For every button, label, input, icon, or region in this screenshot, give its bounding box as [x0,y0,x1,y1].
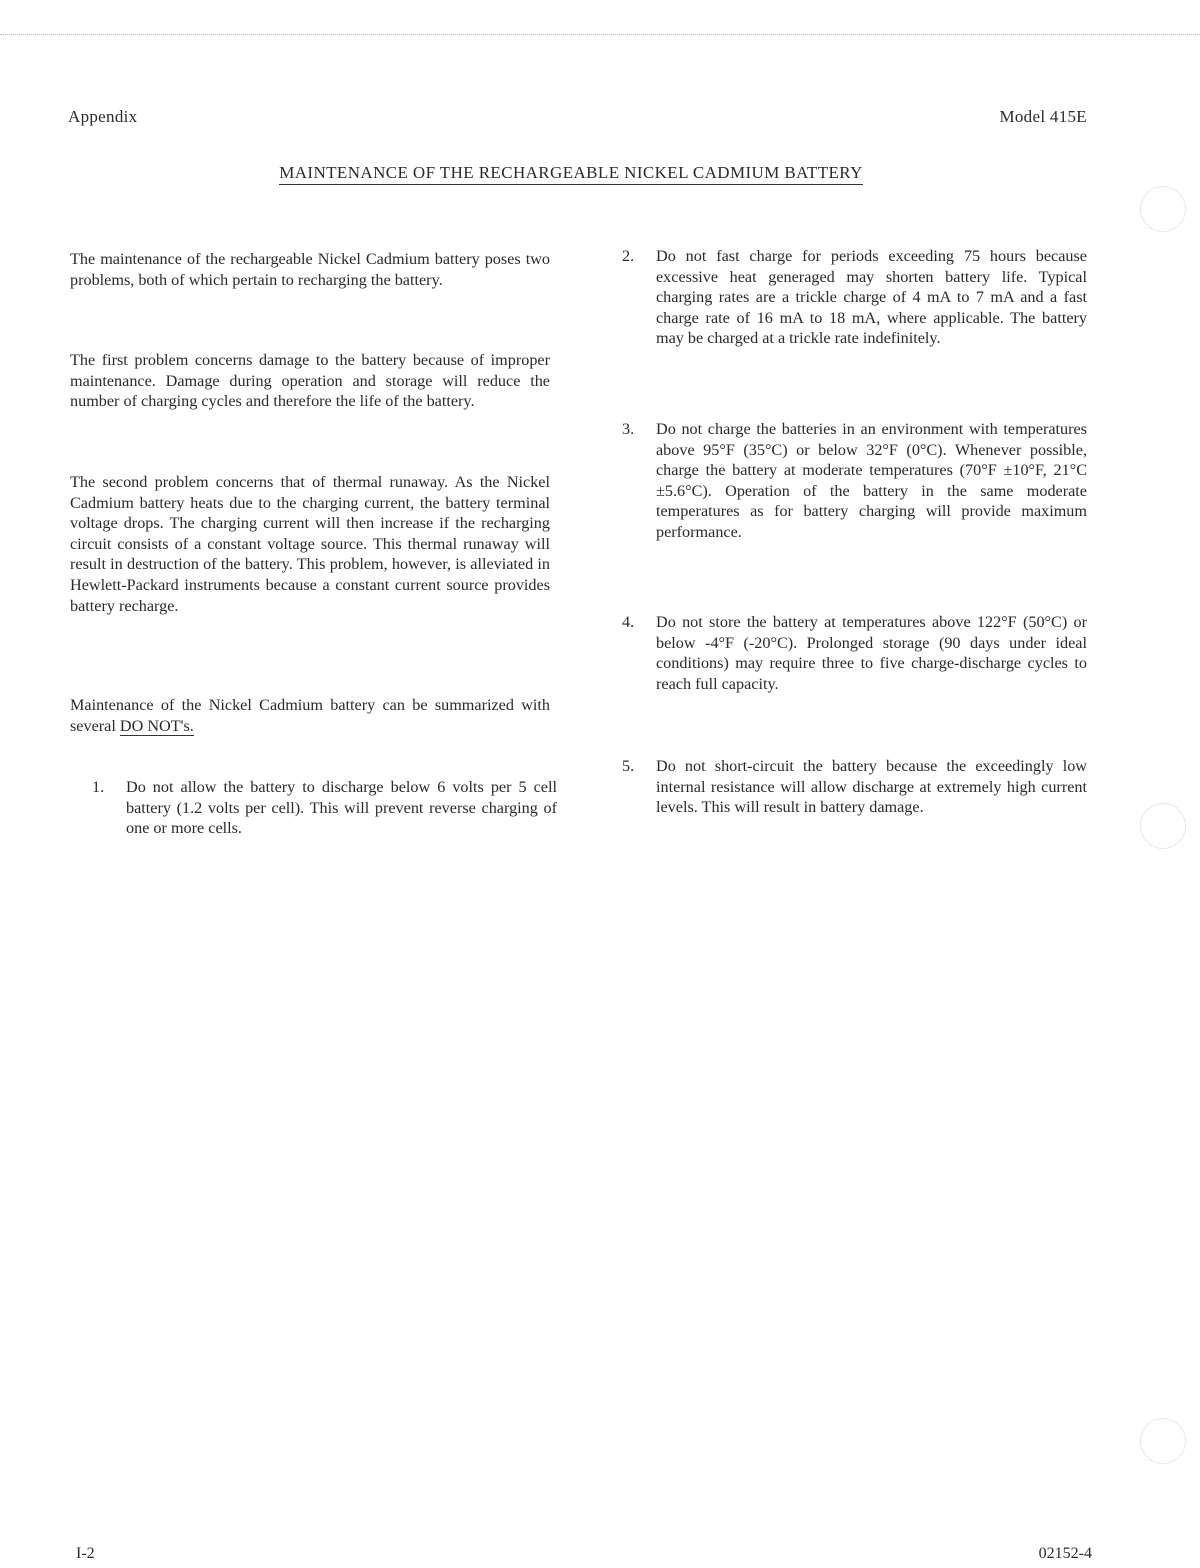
footer-document-code: 02152-4 [1038,1545,1092,1562]
intro-paragraph: The maintenance of the rechargeable Nickel Cadmium battery poses two problems, both of which pertain to recharging the battery. [70,250,550,289]
header-section-label: Appendix [68,107,138,126]
header-model-label: Model 415E [999,107,1087,126]
list-item-4 [622,612,1087,694]
list-item-number: 1. [92,778,105,796]
binder-hole-middle [1140,803,1186,849]
list-item-number: 2. [622,247,635,265]
summary-text: Maintenance of the Nickel Cadmium battery can be summarized with several [70,696,550,735]
list-item-text: Do not allow the battery to discharge below 6 volts per 5 cell battery (1.2 volts per cell). This will prevent reverse charging of one or more cells. [126,778,557,838]
page-title-text: MAINTENANCE OF THE RECHARGEABLE NICKEL CADMIUM BATTERY [279,163,863,185]
page-title [0,163,1142,183]
footer-page-number: I-2 [76,1545,95,1562]
second-problem-paragraph: The second problem concerns that of thermal runaway. As the Nickel Cadmium battery heats due to the charging current, the battery terminal voltage drops. The charging current will then increase if the recharging circuit consists of a constant voltage source. This thermal runaway will result in destruction of the battery. This problem, however, is alleviated in Hewlett-Packard instruments because a constant current source provides battery recharge. [70,473,550,615]
list-item-number: 5. [622,757,635,775]
list-item-text: Do not charge the batteries in an environment with temperatures above 95°F (35°C) or below 32°F (0°C). Whenever possible, charge the battery at moderate temperatures (70°F ±10°F, 21°C ±5.6°C). Operation of the battery in the same moderate temperatures as for battery charging will provide maximum performance. [656,420,1087,541]
list-item-text: Do not short-circuit the battery because the exceedingly low internal resistance will allow discharge at extremely high current levels. This will result in battery damage. [656,757,1087,817]
scan-top-edge [0,34,1200,35]
list-item-number: 3. [622,420,635,438]
summary-paragraph [70,695,550,736]
list-item-text: Do not store the battery at temperatures above 122°F (50°C) or below -4°F (-20°C). Prolonged storage (90 days under ideal conditions) may require three to five charge-discharge cycles to reach full capacity. [656,613,1087,693]
list-item-3 [622,419,1087,543]
list-item-number: 4. [622,613,635,631]
first-problem-paragraph: The first problem concerns damage to the battery because of improper maintenance. Damage during operation and storage will reduce the number of charging cycles and therefore the life of the battery. [70,351,550,411]
summary-underlined-text: DO NOT's. [119,716,194,735]
binder-hole-bottom [1140,1418,1186,1464]
list-item-2 [622,246,1087,349]
list-item-5 [622,756,1087,818]
list-item-text: Do not fast charge for periods exceeding 75 hours because excessive heat generaged may shorten battery life. Typical charging rates are a trickle charge of 4 mA to 7 mA and a fast charge rate of 16 mA to 18 mA, where applicable. The battery may be charged at a trickle rate indefinitely. [656,247,1087,348]
list-item-1 [92,777,557,839]
binder-hole-top [1140,186,1186,232]
